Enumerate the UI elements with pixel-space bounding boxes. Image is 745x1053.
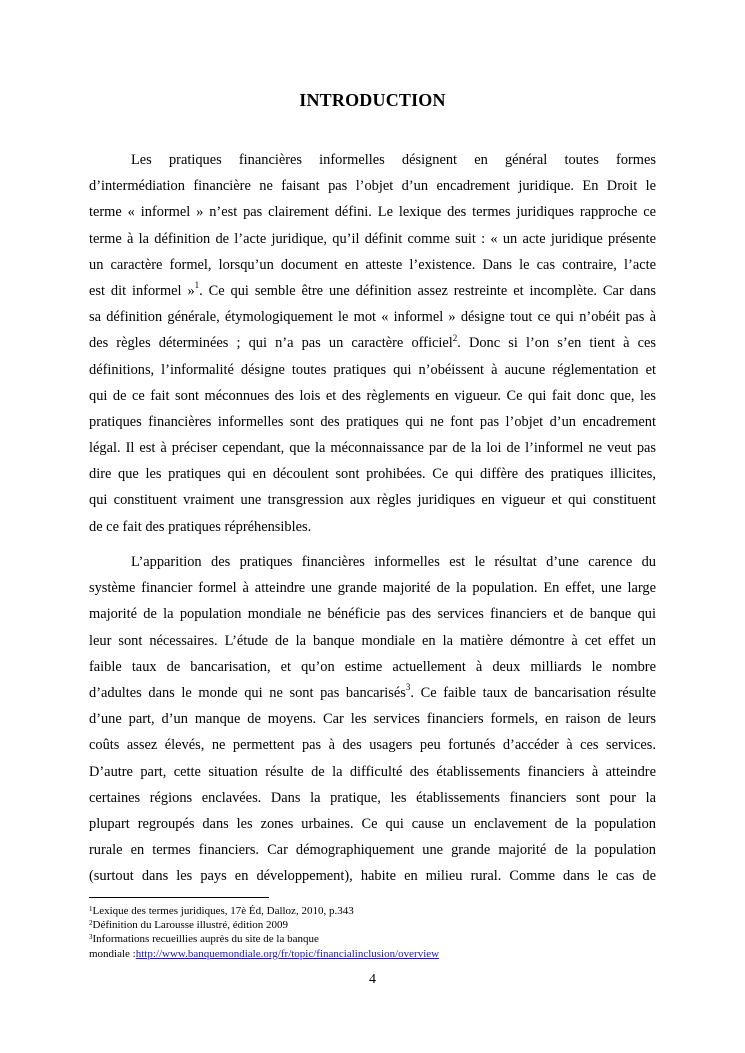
text-line: de ce fait des pratiques répréhensibles. — [89, 518, 312, 535]
footnote-3-continued — [89, 947, 649, 961]
footnotes — [89, 904, 649, 961]
text-line: rurale en termes financiers. Car démographiquement une grande majorité de la population — [89, 842, 656, 859]
text-line: définitions, l’informalité désigne toutes pratiques qui n’obéissent à aucune réglementation et — [89, 361, 656, 378]
text-fragment: . Donc si l’on s’en tient à ces — [457, 335, 657, 352]
text-line: plupart regroupés dans les zones urbaines. Ce qui cause un enclavement de la population — [89, 815, 656, 832]
text-line: leur sont nécessaires. L’étude de la banque mondiale en la matière démontre à cet effet un — [89, 632, 656, 649]
text-line: L’apparition des pratiques financières informelles est le résultat d’une carence du — [131, 554, 656, 570]
footnote-number: 3 — [89, 933, 93, 942]
footnote-ref-2[interactable]: 2 — [452, 332, 458, 343]
text-line: un caractère formel, lorsqu’un document en atteste l’existence. Dans le cas contraire, l’acte — [89, 256, 656, 273]
footnote-separator — [89, 897, 269, 898]
text-line: dire que les pratiques qui en découlent sont prohibées. Ce qui diffère des pratiques illicites, — [89, 466, 656, 483]
footnote-3 — [89, 932, 649, 946]
text-line: Les pratiques financières informelles désignent en général toutes formes — [131, 152, 656, 168]
footnote-text: Définition du Larousse illustré, édition 2009 — [92, 919, 289, 932]
text-line: système financier formel à atteindre une grande majorité de la population. En effet, une large — [89, 580, 656, 597]
footnote-ref-1[interactable]: 1 — [194, 280, 200, 291]
paragraph-informal-practices — [89, 147, 656, 540]
text-line: qui constituent vraiment une transgression aux règles juridiques en vigueur et qui constituent — [89, 492, 656, 509]
text-line: d’intermédiation financière ne faisant pas l’objet d’un encadrement juridique. En Droit le — [89, 178, 656, 195]
text-line: majorité de la population mondiale ne bénéficie pas des services financiers et de banque qui — [89, 606, 656, 623]
text-line-with-footnote-ref — [89, 278, 656, 304]
page-number: 4 — [369, 972, 376, 987]
footnote-text: mondiale : — [89, 947, 136, 960]
text-line: (surtout dans les pays en développement), habite en milieu rural. Comme dans le cas de — [89, 868, 656, 885]
text-fragment: . Ce qui semble être une définition assez restreinte et incomplète. Car dans — [199, 282, 656, 299]
world-bank-link[interactable]: http://www.banquemondiale.org/fr/topic/financialinclusion/overview — [135, 947, 440, 960]
text-line-with-footnote-ref — [89, 330, 656, 356]
text-line: coûts assez élevés, ne permettent pas à des usagers peu fortunés d’accéder à ces services. — [89, 737, 656, 754]
footnote-text: Informations recueillies auprès du site de la banque — [92, 933, 319, 946]
text-line-with-footnote-ref — [89, 680, 656, 706]
footnote-ref-3[interactable]: 3 — [405, 682, 411, 693]
text-fragment: des règles déterminées ; qui n’a pas un caractère officiel — [89, 335, 453, 352]
footnote-number: 1 — [89, 905, 93, 913]
footnote-2 — [89, 918, 649, 932]
text-line: terme à la définition de l’acte juridique, qu’il définit comme suit : « un acte juridique présente — [89, 230, 656, 247]
paragraph-origin-informal-practices — [89, 549, 656, 889]
text-fragment: d’adultes dans le monde qui ne sont pas bancarisés — [89, 684, 406, 701]
text-line: qui de ce fait sont méconnues des lois et des règlements en vigueur. Ce qui fait donc que, les — [89, 387, 656, 404]
text-fragment: est dit informel » — [89, 282, 195, 299]
footnote-1 — [89, 904, 649, 918]
text-line: D’autre part, cette situation résulte de la difficulté des établissements financiers à atteindre — [89, 763, 656, 780]
footnote-number: 2 — [89, 919, 93, 928]
text-line: sa définition générale, étymologiquement le mot « informel » désigne tout ce qui n’obéit pas à — [89, 309, 656, 326]
text-line: faible taux de bancarisation, et qu’on estime actuellement à deux milliards le nombre — [89, 658, 656, 675]
text-line: pratiques financières informelles sont des pratiques qui ne font pas l’objet d’un encadrement — [89, 413, 656, 430]
text-line: certaines régions enclavées. Dans la pratique, les établissements financiers sont pour la — [89, 789, 656, 806]
text-fragment: . Ce faible taux de bancarisation résulte — [410, 684, 656, 701]
text-line: légal. Il est à préciser cependant, que la méconnaissance par de la loi de l’informel ne veut pas — [89, 440, 656, 457]
page-title: INTRODUCTION — [299, 90, 446, 110]
text-line: d’une part, d’un manque de moyens. Car les services financiers formels, en raison de leurs — [89, 711, 656, 728]
text-line: terme « informel » n’est pas clairement défini. Le lexique des termes juridiques rapproche ce — [89, 204, 656, 221]
footnote-text: Lexique des termes juridiques, 17è Éd, Dalloz, 2010, p.343 — [92, 905, 354, 917]
